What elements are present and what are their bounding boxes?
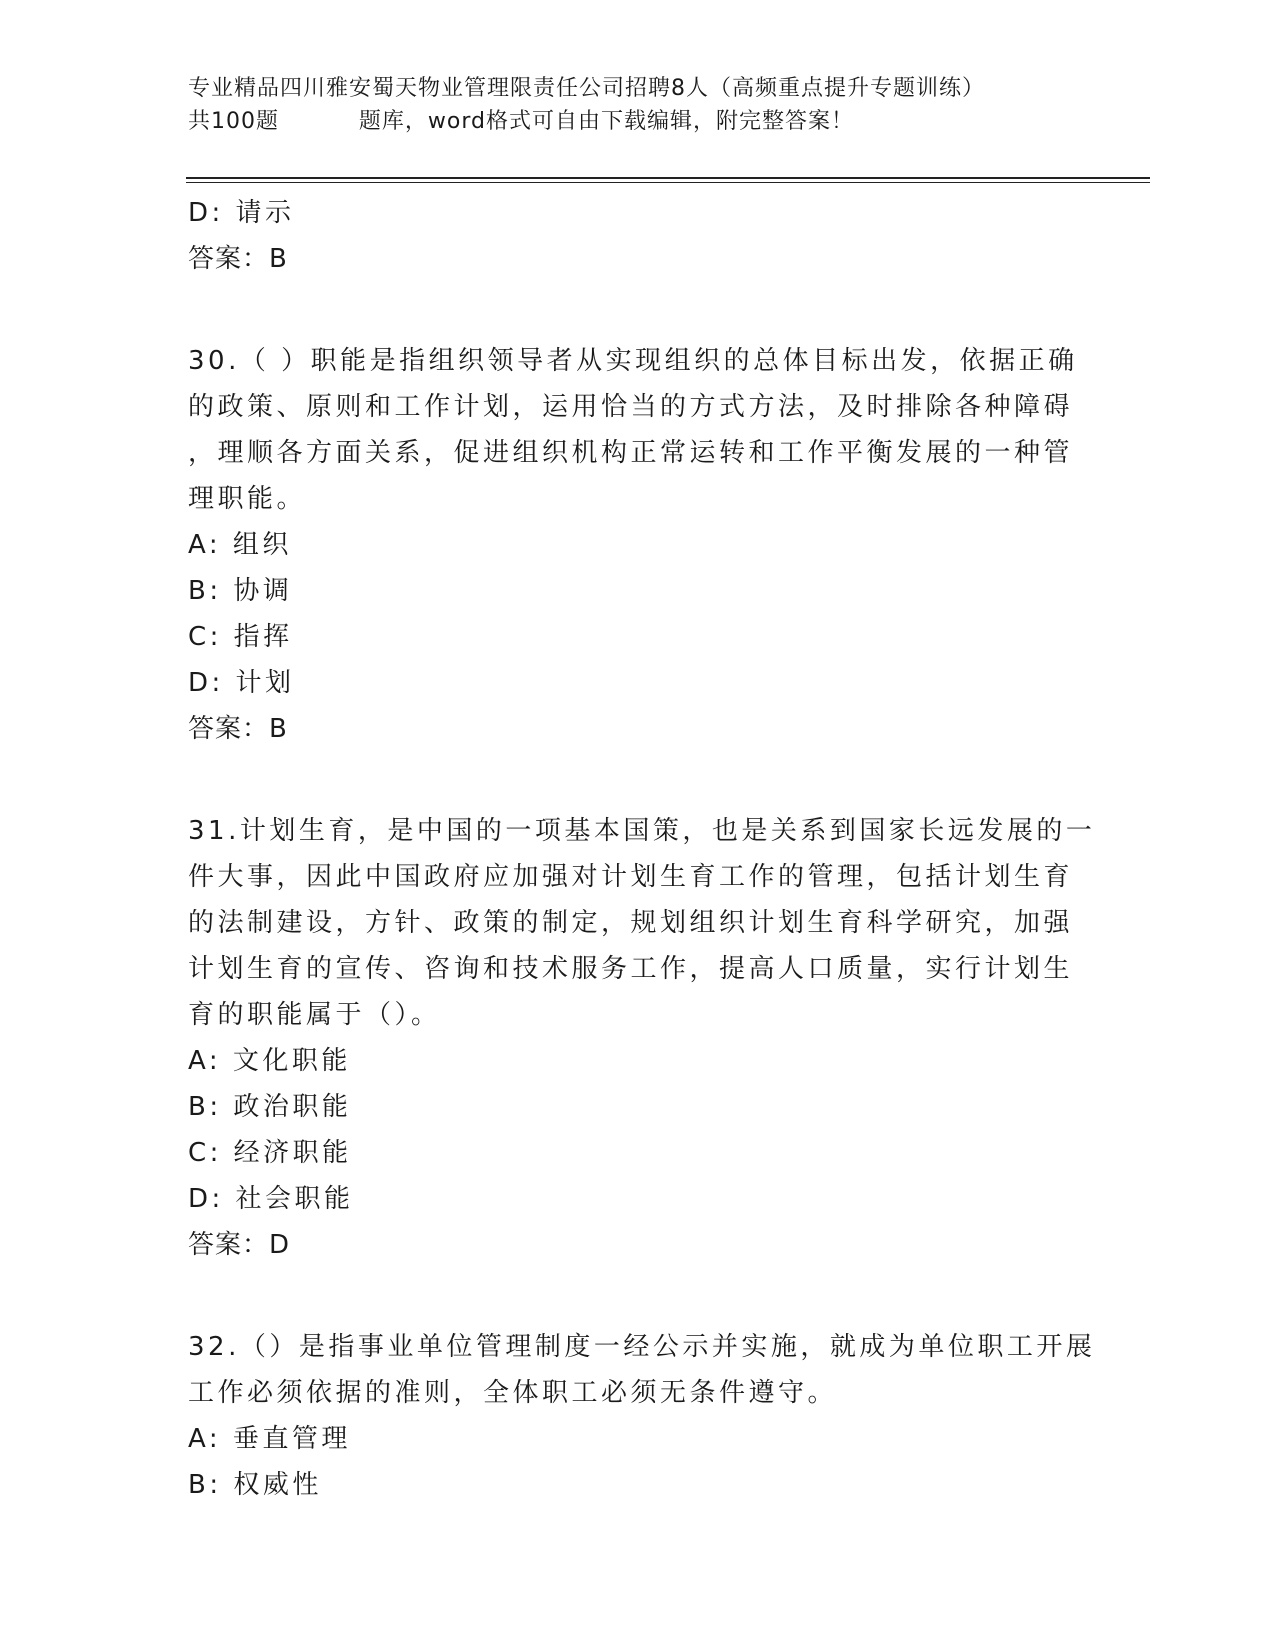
question-line: 计划生育的宣传、咨询和技术服务工作，提高人口质量，实行计划生 xyxy=(188,954,1074,984)
document-body xyxy=(188,190,1096,1508)
answer: 答案：D xyxy=(188,1230,291,1260)
option-a: A: 文化职能 xyxy=(188,1046,351,1076)
option-b: B: 协调 xyxy=(188,576,293,606)
question-31 xyxy=(188,808,1096,1268)
question-line: ，理顺各方面关系，促进组织机构正常运转和工作平衡发展的一种管 xyxy=(188,438,1074,468)
header-rule-thin xyxy=(186,182,1150,183)
option-a: A: 垂直管理 xyxy=(188,1424,351,1454)
question-line: 的政策、原则和工作计划，运用恰当的方式方法，及时排除各种障碍 xyxy=(188,392,1074,422)
question-line: 工作必须依据的准则，全体职工必须无条件遵守。 xyxy=(188,1378,838,1408)
answer: 答案：B xyxy=(188,714,288,744)
question-line: 件大事，因此中国政府应加强对计划生育工作的管理，包括计划生育 xyxy=(188,862,1074,892)
spacer xyxy=(188,282,1088,338)
spacer xyxy=(188,1268,1088,1324)
header-title: 专业精品四川雅安蜀天物业管理限责任公司招聘8人（高频重点提升专题训练） xyxy=(188,76,985,101)
option-a: A: 组织 xyxy=(188,530,292,560)
option-d: D: 请示 xyxy=(188,198,295,228)
option-b: B: 权威性 xyxy=(188,1470,322,1500)
question-line: 32.（）是指事业单位管理制度一经公示并实施，就成为单位职工开展 xyxy=(188,1332,1096,1362)
header-rule-thick xyxy=(186,177,1150,179)
option-c: C: 指挥 xyxy=(188,622,293,652)
question-line: 30.（ ）职能是指组织领导者从实现组织的总体目标出发，依据正确 xyxy=(188,346,1078,376)
option-b: B: 政治职能 xyxy=(188,1092,352,1122)
question-32 xyxy=(188,1324,1096,1508)
question-line: 育的职能属于（）。 xyxy=(188,1000,441,1030)
header-subtitle: 共100题 题库，word格式可自由下载编辑，附完整答案！ xyxy=(188,109,855,134)
option-c: C: 经济职能 xyxy=(188,1138,352,1168)
question-line: 的法制建设，方针、政策的制定，规划组织计划生育科学研究，加强 xyxy=(188,908,1074,938)
question-text xyxy=(188,1324,1096,1416)
prev-question-tail xyxy=(188,190,1088,282)
option-d: D: 社会职能 xyxy=(188,1184,354,1214)
question-line: 理职能。 xyxy=(188,484,307,514)
page-header xyxy=(188,72,1148,138)
answer: 答案：B xyxy=(188,244,288,274)
question-30 xyxy=(188,338,1088,752)
spacer xyxy=(188,752,1088,808)
question-text xyxy=(188,338,1088,522)
option-d: D: 计划 xyxy=(188,668,295,698)
question-text xyxy=(188,808,1096,1038)
question-line: 31.计划生育，是中国的一项基本国策，也是关系到国家长远发展的一 xyxy=(188,816,1096,846)
